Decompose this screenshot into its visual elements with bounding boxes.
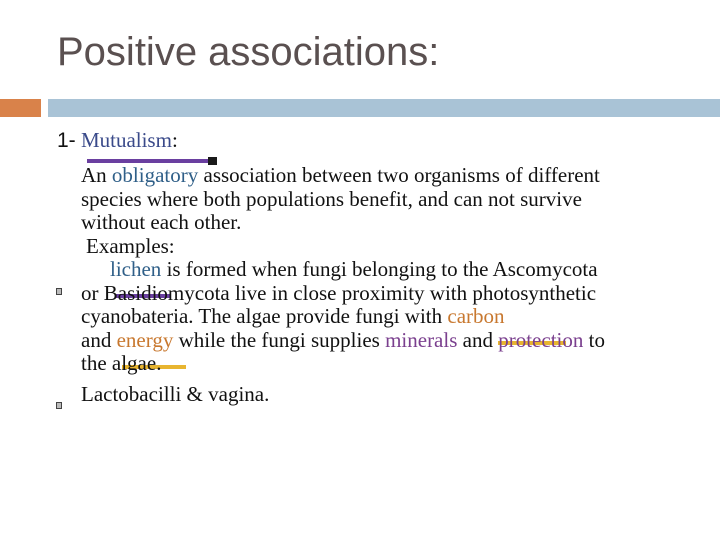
lichen-line-5: the algae. xyxy=(81,351,162,375)
heading-colon: : xyxy=(171,128,178,152)
lichen-line-4 xyxy=(81,329,691,353)
keyword-obligatory: obligatory xyxy=(111,163,199,187)
keyword-minerals: minerals xyxy=(385,327,458,352)
lichen-line-3 xyxy=(81,305,691,329)
lichen-line-2: or Basidiomycota live in close proximity with photosynthetic xyxy=(81,280,597,305)
keyword-energy: energy xyxy=(116,327,174,352)
definition-prefix: An xyxy=(81,163,112,187)
lichen-text: and xyxy=(457,327,499,352)
definition-line-2: species where both populations benefit, and can not survive xyxy=(81,186,582,211)
lichen-text: to xyxy=(583,327,605,352)
keyword-protection: protection xyxy=(498,327,584,352)
mutualism-content xyxy=(81,164,691,406)
definition-line-1 xyxy=(81,164,691,188)
definition-line-3: without each other. xyxy=(81,210,242,234)
square-bullet-icon xyxy=(56,402,62,409)
definition-text: association between two organisms of different xyxy=(198,163,600,187)
section-heading xyxy=(57,129,178,153)
lichen-text: while the fungi supplies xyxy=(173,327,386,352)
heading-word: Mutualism xyxy=(80,128,172,152)
keyword-lichen: lichen xyxy=(110,257,162,281)
lichen-text: and xyxy=(81,327,117,352)
lactobacilli-item: Lactobacilli & vagina. xyxy=(81,381,270,406)
heading-number: 1- xyxy=(57,129,76,152)
examples-label: Examples: xyxy=(86,233,175,258)
lichen-text: cyanobateria. The algae provide fungi with xyxy=(81,304,448,328)
lichen-text: is formed when fungi belonging to the Ascomycota xyxy=(161,257,598,281)
lichen-line-1 xyxy=(81,258,691,282)
slide-title: Positive associations: xyxy=(57,30,440,74)
square-bullet-icon xyxy=(56,288,62,295)
title-rule-bar xyxy=(48,99,720,117)
title-rule-accent xyxy=(0,99,41,117)
keyword-carbon: carbon xyxy=(447,304,505,328)
